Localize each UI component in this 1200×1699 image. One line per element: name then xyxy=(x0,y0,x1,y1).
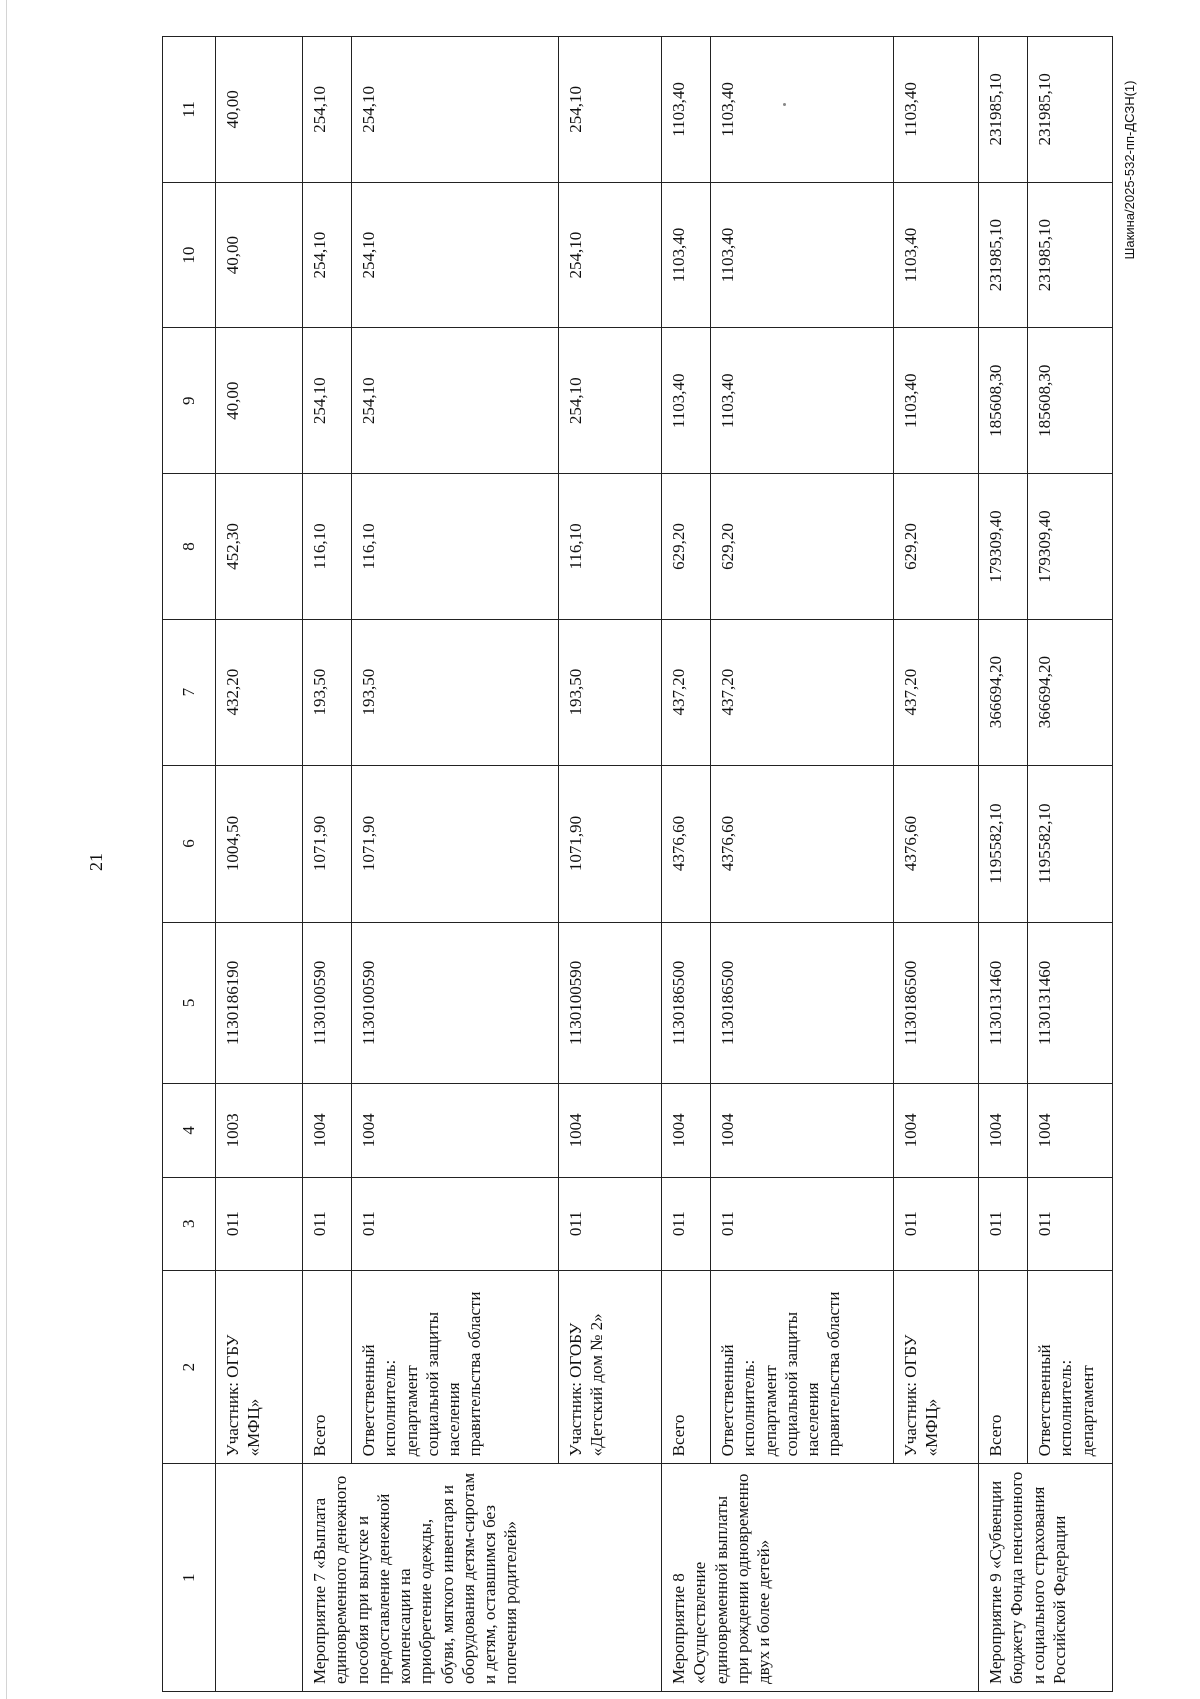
value-cell: 116,10 xyxy=(352,474,559,620)
header-cell: 6 xyxy=(163,765,216,922)
table-row xyxy=(559,37,662,1692)
value-cell: 1103,40 xyxy=(894,37,979,183)
table-row xyxy=(216,37,303,1692)
grbs-cell: 011 xyxy=(303,1177,352,1270)
page-number: 21 xyxy=(86,853,106,871)
value-cell: 231985,10 xyxy=(1028,182,1113,328)
rzpr-cell: 1004 xyxy=(662,1084,711,1177)
value-cell: 1195582,10 xyxy=(1028,765,1113,922)
grbs-cell: 011 xyxy=(662,1177,711,1270)
value-cell: 193,50 xyxy=(559,619,662,765)
header-cell: 4 xyxy=(163,1084,216,1177)
value-cell: 452,30 xyxy=(216,474,303,620)
value-cell: 193,50 xyxy=(352,619,559,765)
page-edge-line xyxy=(6,0,7,1699)
participant-cell: Всего xyxy=(303,1270,352,1464)
value-cell: 254,10 xyxy=(352,37,559,183)
value-cell: 193,50 xyxy=(303,619,352,765)
value-cell: 366694,20 xyxy=(1028,619,1113,765)
rzpr-cell: 1004 xyxy=(894,1084,979,1177)
value-cell: 1103,40 xyxy=(662,328,711,474)
value-cell: 254,10 xyxy=(559,328,662,474)
value-cell: 1103,40 xyxy=(711,182,894,328)
rzpr-cell: 1003 xyxy=(216,1084,303,1177)
table-row xyxy=(894,37,979,1692)
value-cell: 185608,30 xyxy=(1028,328,1113,474)
value-cell: 254,10 xyxy=(303,182,352,328)
rzpr-cell: 1004 xyxy=(1028,1084,1113,1177)
csr-cell: 1130186500 xyxy=(711,922,894,1084)
csr-cell: 1130100590 xyxy=(303,922,352,1084)
header-cell: 3 xyxy=(163,1177,216,1270)
value-cell: 1103,40 xyxy=(711,328,894,474)
header-cell: 1 xyxy=(163,1464,216,1692)
value-cell: 40,00 xyxy=(216,37,303,183)
table-row xyxy=(711,37,894,1692)
value-cell: 1103,40 xyxy=(662,37,711,183)
rzpr-cell: 1004 xyxy=(559,1084,662,1177)
value-cell: 179309,40 xyxy=(979,474,1028,620)
rotated-table-container xyxy=(162,36,1097,1692)
value-cell: 366694,20 xyxy=(979,619,1028,765)
participant-cell: Ответственный исполнитель: департамент социальной защиты населения правительства области xyxy=(352,1270,559,1464)
table-row xyxy=(303,37,352,1692)
value-cell: 185608,30 xyxy=(979,328,1028,474)
value-cell: 1071,90 xyxy=(352,765,559,922)
value-cell: 629,20 xyxy=(711,474,894,620)
value-cell: 1103,40 xyxy=(662,182,711,328)
value-cell: 4376,60 xyxy=(894,765,979,922)
value-cell: 254,10 xyxy=(303,328,352,474)
value-cell: 231985,10 xyxy=(979,37,1028,183)
value-cell: 432,20 xyxy=(216,619,303,765)
value-cell: 1071,90 xyxy=(303,765,352,922)
csr-cell: 1130186500 xyxy=(662,922,711,1084)
measure-7-cell: Мероприятие 7 «Выплата единовременного денежного пособия при выпуске и предоставление денежной компенсации на приобретение одежды, обуви, мягкого инвентаря и оборудования детям-сиротам и детям, оставшимся без попечения родителей» xyxy=(303,1464,662,1692)
grbs-cell: 011 xyxy=(979,1177,1028,1270)
value-cell: 254,10 xyxy=(559,182,662,328)
value-cell: 629,20 xyxy=(662,474,711,620)
value-cell: 4376,60 xyxy=(711,765,894,922)
grbs-cell: 011 xyxy=(352,1177,559,1270)
value-cell: 116,10 xyxy=(303,474,352,620)
header-cell: 7 xyxy=(163,619,216,765)
value-cell: 254,10 xyxy=(559,37,662,183)
table-row xyxy=(979,37,1028,1692)
participant-cell: Участник: ОГБУ «МФЦ» xyxy=(216,1270,303,1464)
header-cell: 5 xyxy=(163,922,216,1084)
grbs-cell: 011 xyxy=(894,1177,979,1270)
value-cell: 1195582,10 xyxy=(979,765,1028,922)
participant-cell: Всего xyxy=(979,1270,1028,1464)
csr-cell: 1130131460 xyxy=(1028,922,1113,1084)
grbs-cell: 011 xyxy=(711,1177,894,1270)
participant-cell: Ответственный исполнитель: департамент социальной защиты населения правительства области xyxy=(711,1270,894,1464)
value-cell: 231985,10 xyxy=(979,182,1028,328)
value-cell: 1103,40 xyxy=(894,328,979,474)
value-cell: 437,20 xyxy=(711,619,894,765)
participant-cell: Участник: ОГОБУ «Детский дом № 2» xyxy=(559,1270,662,1464)
rzpr-cell: 1004 xyxy=(979,1084,1028,1177)
table-row xyxy=(352,37,559,1692)
scan-speck xyxy=(783,103,786,106)
header-cell: 8 xyxy=(163,474,216,620)
table-row xyxy=(662,37,711,1692)
value-cell: 116,10 xyxy=(559,474,662,620)
value-cell: 231985,10 xyxy=(1028,37,1113,183)
measure-9-cell: Мероприятие 9 «Субвенции бюджету Фонда пенсионного и социального страхования Российской Федерации xyxy=(979,1464,1113,1692)
value-cell: 40,00 xyxy=(216,182,303,328)
document-code: Шакина/2025-532-пп-ДСЗН(1) xyxy=(1122,80,1137,260)
grbs-cell: 011 xyxy=(559,1177,662,1270)
value-cell: 40,00 xyxy=(216,328,303,474)
measure-cell xyxy=(216,1464,303,1692)
value-cell: 1103,40 xyxy=(711,37,894,183)
header-cell: 2 xyxy=(163,1270,216,1464)
rzpr-cell: 1004 xyxy=(303,1084,352,1177)
value-cell: 254,10 xyxy=(303,37,352,183)
rzpr-cell: 1004 xyxy=(711,1084,894,1177)
measure-8-cell: Мероприятие 8 «Осуществление единовременной выплаты при рождении одновременно двух и более детей» xyxy=(662,1464,979,1692)
value-cell: 1103,40 xyxy=(894,182,979,328)
value-cell: 437,20 xyxy=(662,619,711,765)
header-cell: 9 xyxy=(163,328,216,474)
header-cell: 11 xyxy=(163,37,216,183)
grbs-cell: 011 xyxy=(1028,1177,1113,1270)
participant-cell: Ответственный исполнитель: департамент xyxy=(1028,1270,1113,1464)
csr-cell: 1130100590 xyxy=(352,922,559,1084)
value-cell: 629,20 xyxy=(894,474,979,620)
rzpr-cell: 1004 xyxy=(352,1084,559,1177)
value-cell: 4376,60 xyxy=(662,765,711,922)
value-cell: 254,10 xyxy=(352,328,559,474)
table-row xyxy=(1028,37,1113,1692)
csr-cell: 1130131460 xyxy=(979,922,1028,1084)
header-cell: 10 xyxy=(163,182,216,328)
value-cell: 437,20 xyxy=(894,619,979,765)
budget-table xyxy=(162,36,1113,1692)
participant-cell: Участник: ОГБУ «МФЦ» xyxy=(894,1270,979,1464)
csr-cell: 1130186500 xyxy=(894,922,979,1084)
header-row xyxy=(163,37,216,1692)
participant-cell: Всего xyxy=(662,1270,711,1464)
csr-cell: 1130186190 xyxy=(216,922,303,1084)
value-cell: 254,10 xyxy=(352,182,559,328)
grbs-cell: 011 xyxy=(216,1177,303,1270)
value-cell: 1071,90 xyxy=(559,765,662,922)
value-cell: 179309,40 xyxy=(1028,474,1113,620)
csr-cell: 1130100590 xyxy=(559,922,662,1084)
value-cell: 1004,50 xyxy=(216,765,303,922)
